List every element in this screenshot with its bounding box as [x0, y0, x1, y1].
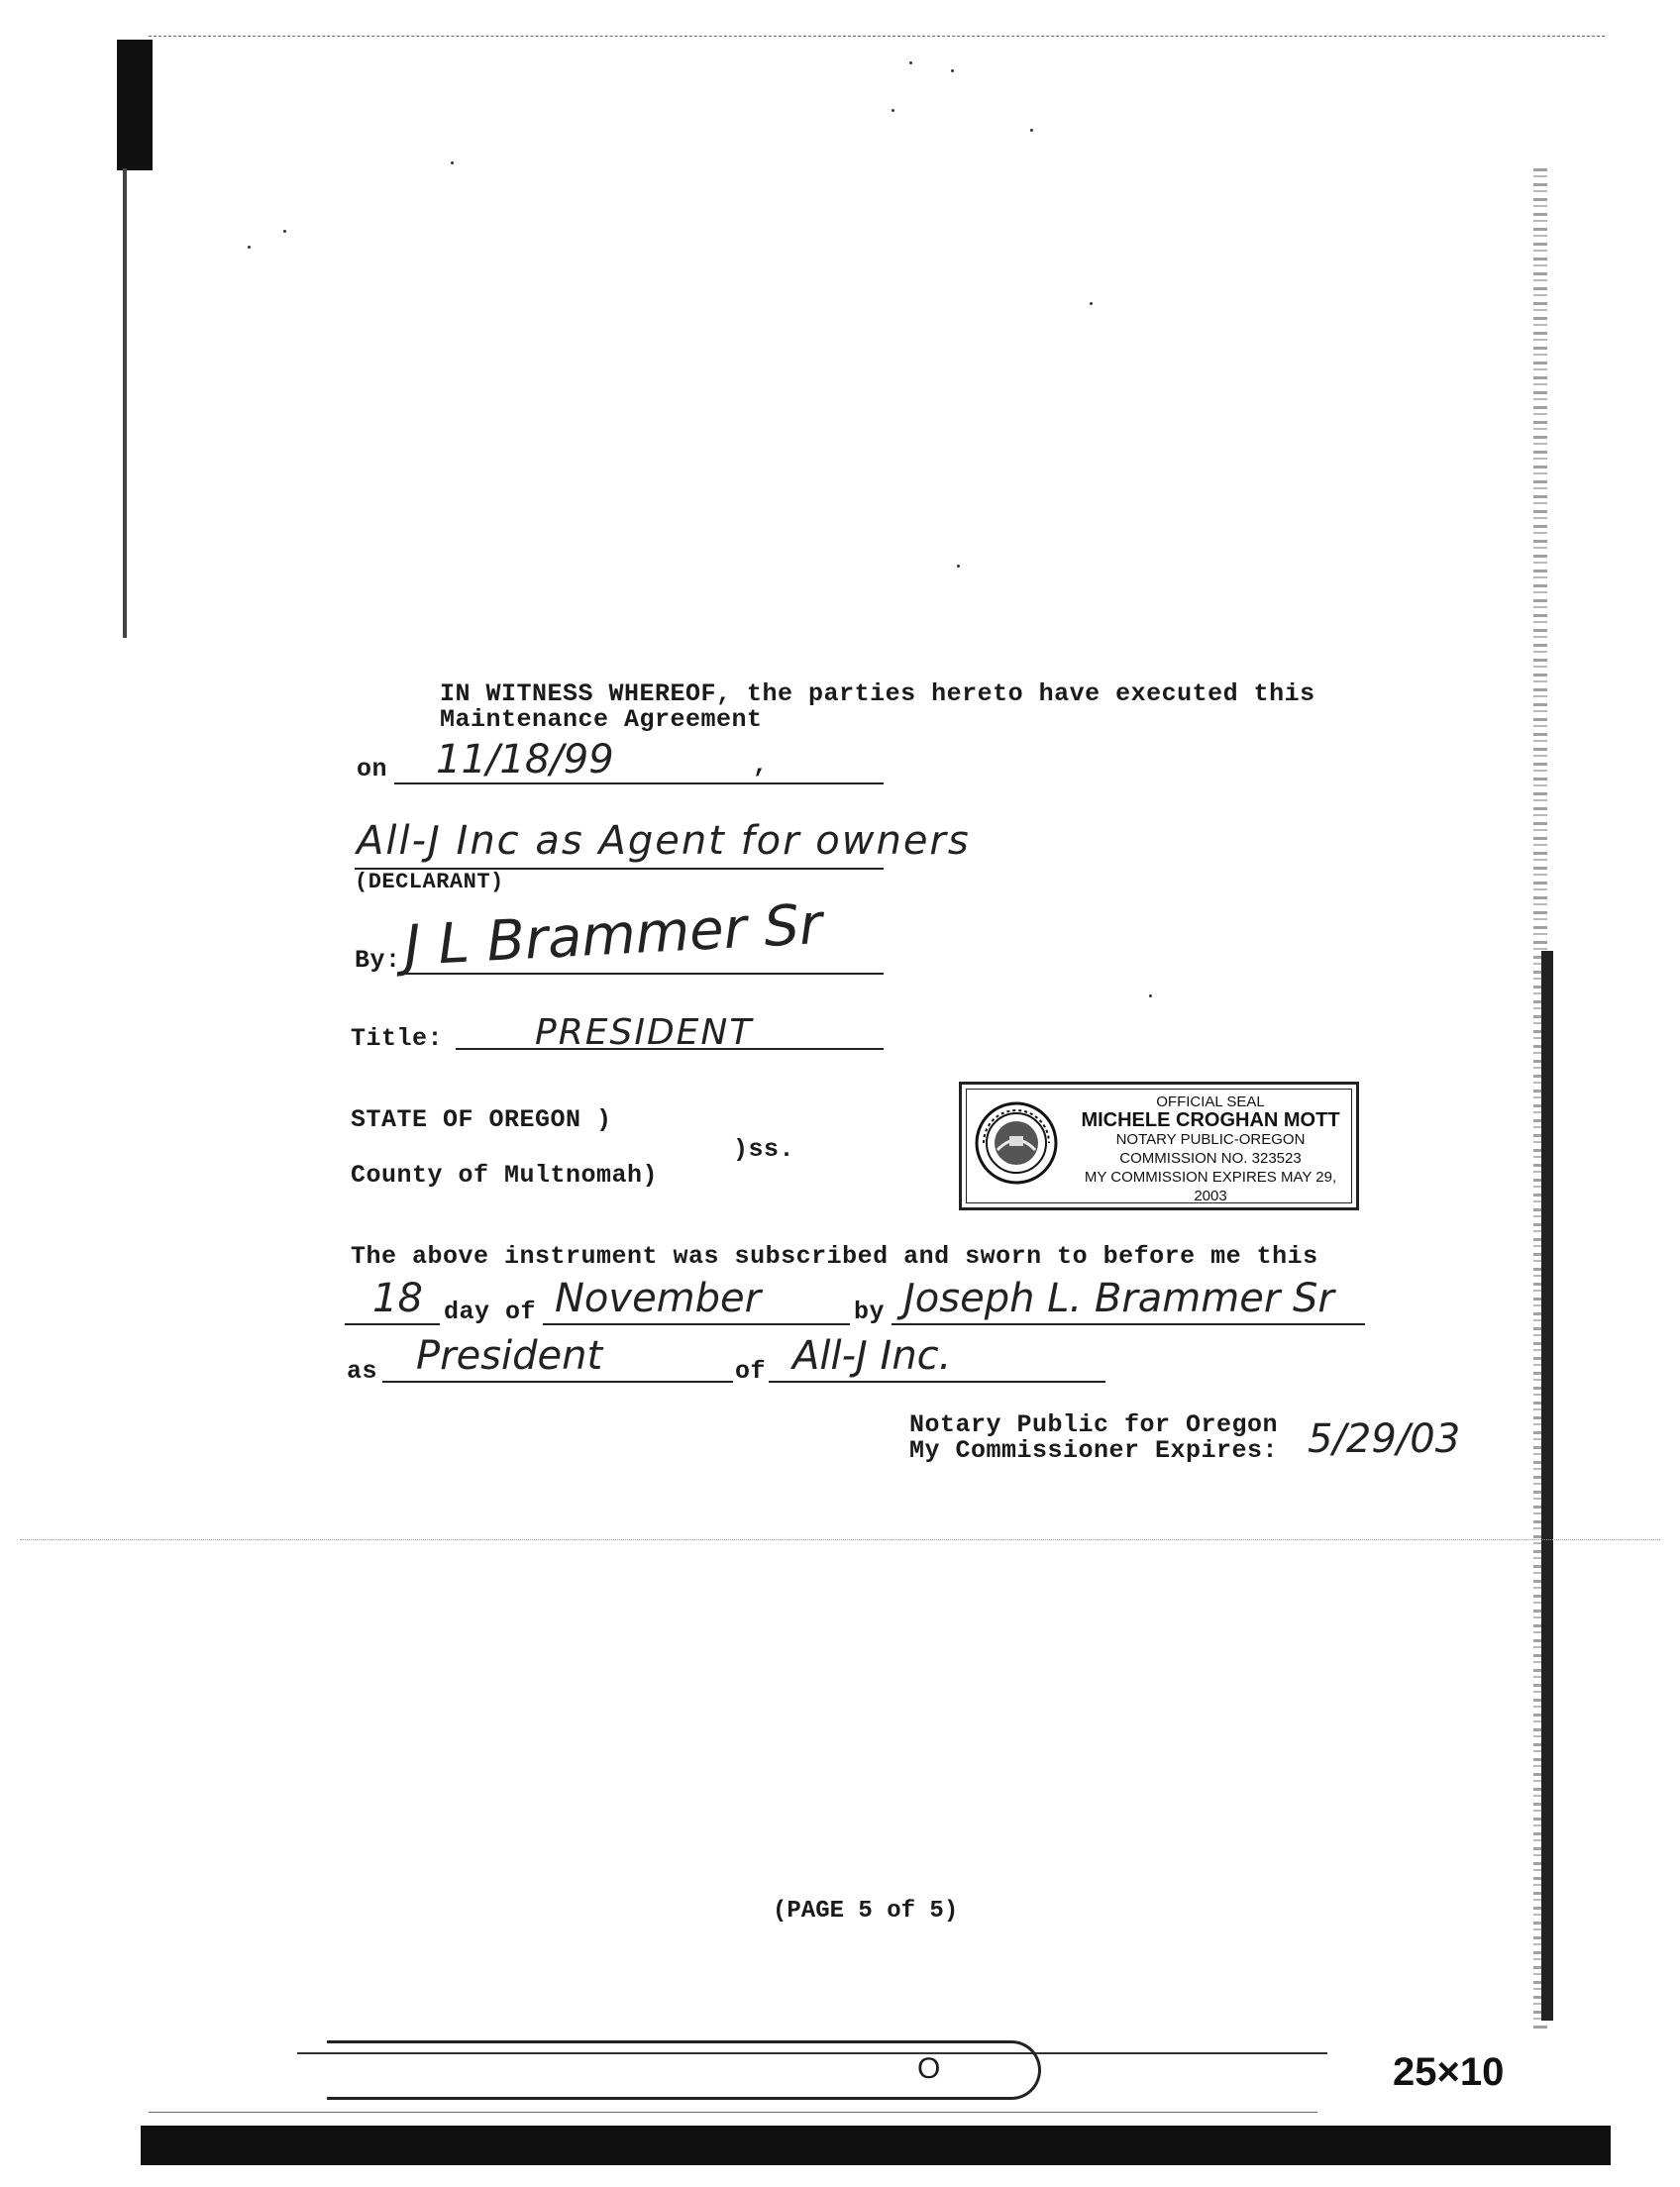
notary-line-1: Notary Public for Oregon [909, 1410, 1279, 1439]
scan-right-bar [1541, 951, 1553, 2021]
seal-line-2: MICHELE CROGHAN MOTT [1081, 1109, 1340, 1131]
ack-as-line [382, 1381, 733, 1383]
notary-seal [959, 1082, 1359, 1210]
ack-of-value: All-J Inc. [792, 1333, 952, 1379]
venue-ss: )ss. [733, 1135, 795, 1164]
declarant-handwritten: All-J Inc as Agent for owners [357, 818, 971, 864]
on-comma: , [753, 751, 769, 780]
ack-by-line [892, 1323, 1365, 1325]
venue-state: STATE OF OREGON ) [351, 1105, 612, 1134]
ack-day-line [345, 1323, 440, 1325]
scan-speck [892, 109, 894, 112]
by-signature: J L Brammer Sr [402, 892, 824, 979]
state-seal-icon [974, 1100, 1059, 1186]
witness-line-1: IN WITNESS WHEREOF, the parties hereto have executed this [440, 679, 1315, 708]
scan-speck [957, 565, 960, 568]
scan-speck [248, 246, 251, 249]
declarant-label: (DECLARANT) [355, 870, 504, 894]
scan-stamp: 25×10 [1393, 2050, 1505, 2094]
ack-of-line [769, 1381, 1105, 1383]
scan-top-rule [149, 36, 1605, 37]
ack-by-label: by [854, 1298, 886, 1326]
scan-speck [1090, 302, 1093, 305]
notary-seal-text [1071, 1093, 1350, 1205]
seal-line-4: COMMISSION NO. 323523 [1119, 1150, 1302, 1167]
ack-month-line [543, 1323, 850, 1325]
scan-speck [451, 161, 454, 164]
notary-expires-value: 5/29/03 [1308, 1416, 1461, 1462]
title-handwritten: PRESIDENT [535, 1012, 754, 1053]
venue-county: County of Multnomah) [351, 1161, 659, 1190]
scan-speck [951, 69, 954, 72]
witness-line-2: Maintenance Agreement [440, 705, 763, 734]
by-label: By: [355, 946, 401, 975]
ack-as-label: as [347, 1357, 378, 1386]
on-label: on [357, 755, 388, 783]
scan-speck [909, 61, 912, 64]
on-date-line [394, 782, 884, 784]
scan-speck [283, 230, 286, 233]
scan-speck [1030, 129, 1033, 132]
ack-text: The above instrument was subscribed and sworn to before me this [351, 1242, 1318, 1271]
ack-day-value: 18 [372, 1276, 423, 1321]
scan-left-bar [117, 40, 153, 170]
ack-day-label: day of [444, 1298, 537, 1326]
scan-bottom-rule-thin [149, 2112, 1317, 2113]
ack-of-label: of [735, 1357, 767, 1386]
page-number: (PAGE 5 of 5) [773, 1898, 959, 1925]
ack-as-value: President [416, 1333, 603, 1379]
seal-line-1: OFFICIAL SEAL [1156, 1094, 1265, 1110]
on-date-handwritten: 11/18/99 [436, 737, 614, 782]
scan-speck [1149, 994, 1152, 997]
scan-left-edge [123, 168, 127, 638]
scan-dotted-rule [20, 1539, 1660, 1540]
seal-line-5: MY COMMISSION EXPIRES MAY 29, 2003 [1084, 1169, 1337, 1204]
notary-line-2: My Commissioner Expires: [909, 1436, 1279, 1465]
ack-by-value: Joseph L. Brammer Sr [903, 1276, 1334, 1321]
title-label: Title: [351, 1024, 444, 1053]
seal-line-3: NOTARY PUBLIC-OREGON [1115, 1131, 1306, 1148]
scan-bottom-bar [141, 2126, 1611, 2165]
tab-mark: O [917, 2052, 941, 2085]
ack-month-value: November [555, 1276, 762, 1321]
